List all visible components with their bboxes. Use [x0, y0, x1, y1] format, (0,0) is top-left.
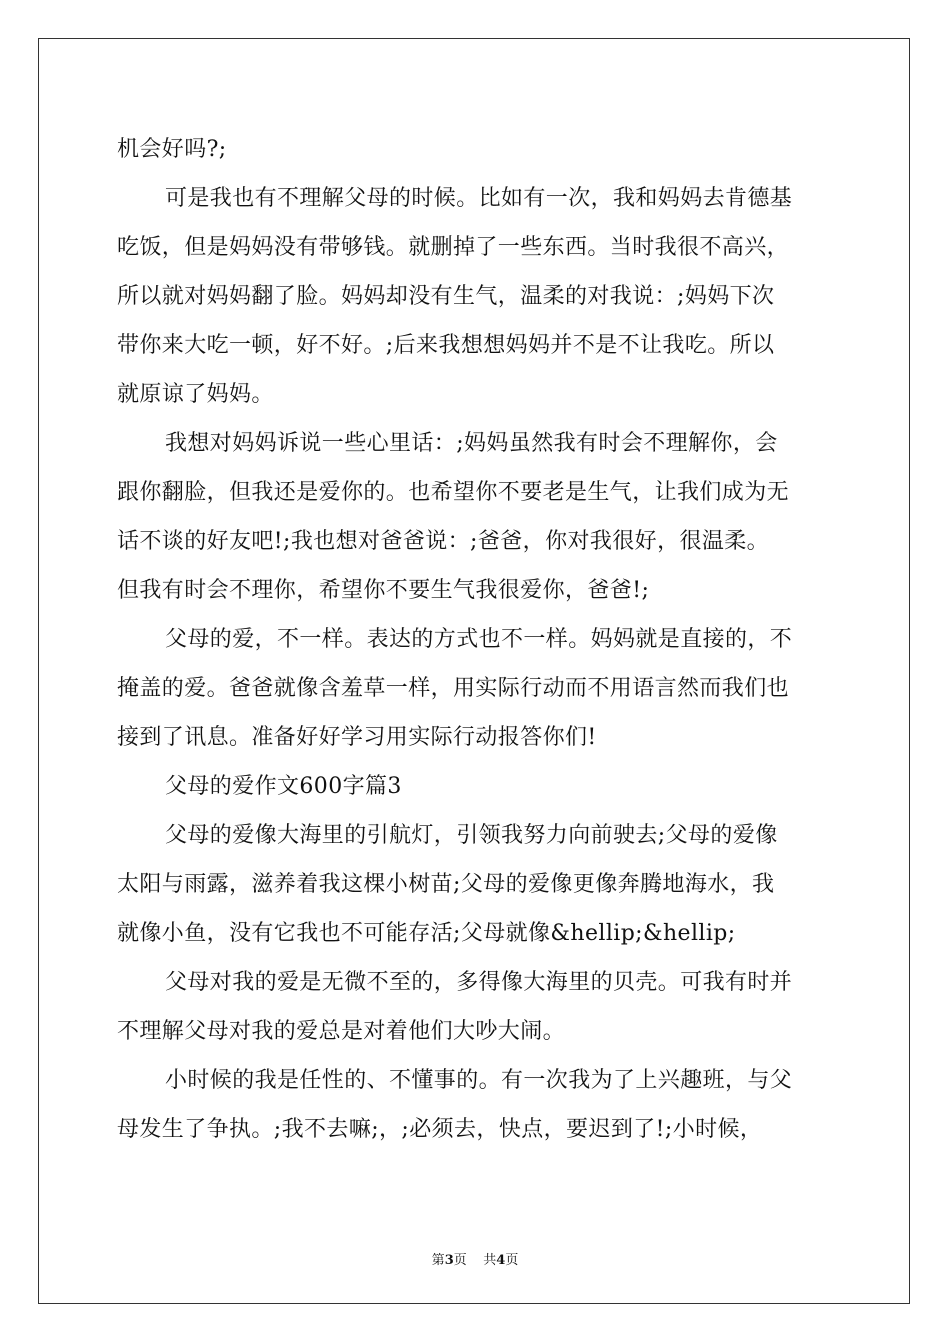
page-footer [0, 1249, 950, 1268]
text-line: 就原谅了妈妈。 [117, 382, 274, 407]
current-page-number: 3 [444, 1253, 454, 1268]
text-line: 机会好吗?; [117, 137, 227, 162]
text-line: 掩盖的爱。爸爸就像含羞草一样，用实际行动而不用语言然而我们也 [117, 676, 790, 701]
footer-middle: 页 共 [453, 1253, 497, 1268]
text-line: 我想对妈妈诉说一些心里话：;妈妈虽然我有时会不理解你，会 [165, 431, 778, 456]
text-line: 母发生了争执。;我不去嘛;，;必须去，快点，要迟到了!;小时候， [117, 1117, 763, 1142]
text-line: 所以就对妈妈翻了脸。妈妈却没有生气，温柔的对我说：;妈妈下次 [117, 284, 775, 309]
text-line: 但我有时会不理你，希望你不要生气我很爱你，爸爸!; [117, 578, 650, 603]
text-line: 不理解父母对我的爱总是对着他们大吵大闹。 [117, 1019, 566, 1044]
document-body [117, 125, 837, 1154]
text-line: 话不谈的好友吧!;我也想对爸爸说：;爸爸，你对我很好，很温柔。 [117, 529, 770, 554]
text-line: 接到了讯息。准备好好学习用实际行动报答你们! [117, 725, 597, 750]
footer-suffix: 页 [505, 1253, 519, 1268]
text-line: 太阳与雨露，滋养着我这棵小树苗;父母的爱像更像奔腾地海水，我 [117, 872, 775, 897]
footer-prefix: 第 [431, 1253, 445, 1268]
text-line: 吃饭，但是妈妈没有带够钱。就删掉了一些东西。当时我很不高兴， [117, 235, 790, 260]
text-line: 可是我也有不理解父母的时候。比如有一次，我和妈妈去肯德基 [165, 186, 793, 211]
text-line: 带你来大吃一顿，好不好。;后来我想想妈妈并不是不让我吃。所以 [117, 333, 775, 358]
text-line: 父母对我的爱是无微不至的，多得像大海里的贝壳。可我有时并 [165, 970, 793, 995]
text-line: 父母的爱，不一样。表达的方式也不一样。妈妈就是直接的，不 [165, 627, 793, 652]
text-line: 小时候的我是任性的、不懂事的。有一次我为了上兴趣班，与父 [165, 1068, 793, 1093]
text-line: 父母的爱像大海里的引航灯，引领我努力向前驶去;父母的爱像 [165, 823, 778, 848]
text-line: 父母的爱作文600字篇3 [165, 774, 402, 799]
text-line: 就像小鱼，没有它我也不可能存活;父母就像&hellip;&hellip; [117, 921, 736, 946]
total-page-number: 4 [496, 1253, 506, 1268]
text-line: 跟你翻脸，但我还是爱你的。也希望你不要老是生气，让我们成为无 [117, 480, 790, 505]
